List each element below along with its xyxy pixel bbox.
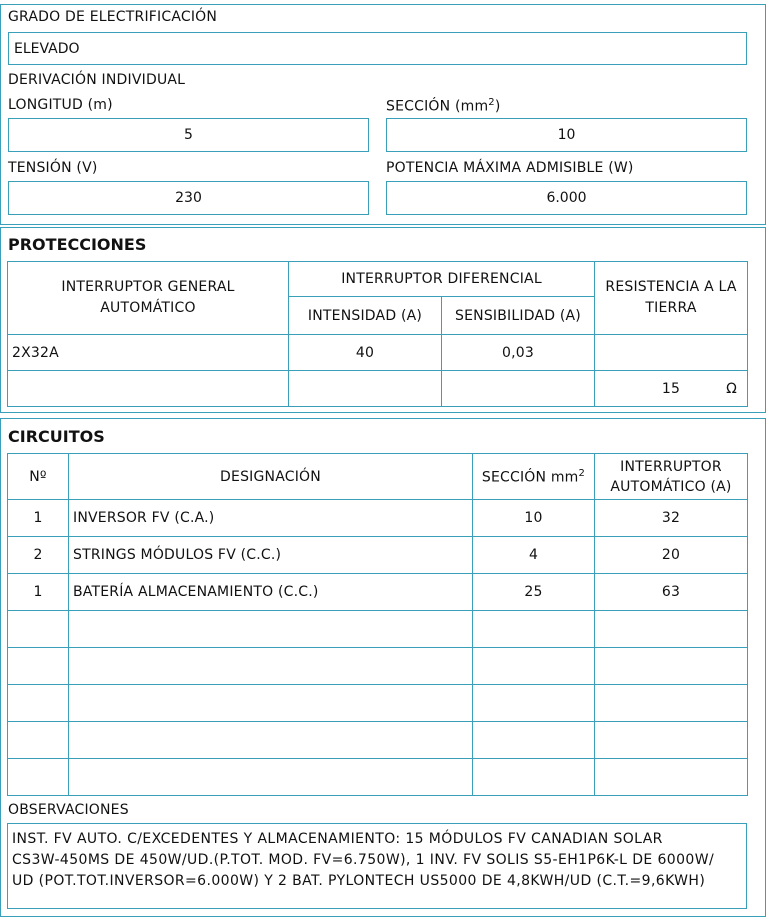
cell-designation[interactable]: BATERÍA ALMACENAMIENTO (C.C.): [69, 574, 473, 611]
observations-field[interactable]: [7, 823, 747, 909]
cell-resistance[interactable]: [595, 335, 748, 371]
cell-breaker[interactable]: [595, 685, 748, 722]
header-number: Nº: [8, 454, 69, 500]
voltage-value: 230: [175, 190, 202, 206]
observations-line: INST. FV AUTO. C/EXCEDENTES Y ALMACENAMIENTO: 15 MÓDULOS FV CANADIAN SOLAR: [12, 831, 663, 847]
cell-breaker[interactable]: 20: [595, 537, 748, 574]
header-section: SECCIÓN $mm^2$: [473, 454, 595, 500]
cell-resistance[interactable]: [595, 371, 748, 407]
protections-title: PROTECCIONES: [8, 235, 147, 254]
header-designation: DESIGNACIÓN: [69, 454, 473, 500]
section-field[interactable]: [386, 118, 747, 152]
cell-number[interactable]: [8, 759, 69, 796]
cell-section[interactable]: 4: [473, 537, 595, 574]
cell-designation[interactable]: [69, 685, 473, 722]
cell-breaker[interactable]: [595, 722, 748, 759]
cell-number[interactable]: 2: [8, 537, 69, 574]
circuits-table: [7, 453, 748, 796]
length-value: 5: [184, 127, 193, 143]
header-intensity: INTENSIDAD (A): [289, 297, 442, 335]
observations-line: UD (POT.TOT.INVERSOR=6.000W) Y 2 BAT. PYLONTECH US5000 DE 4,8KWH/UD (C.T.=9,6KWH): [12, 873, 706, 889]
table-row: [8, 537, 748, 574]
circuits-title: CIRCUITOS: [8, 427, 105, 446]
cell-number[interactable]: 1: [8, 574, 69, 611]
observations-line: CS3W-450MS DE 450W/UD.(P.TOT. MOD. FV=6.750W), 1 INV. FV SOLIS S5-EH1P6K-L DE 6000W/: [12, 852, 715, 868]
power-value: 6.000: [546, 190, 587, 206]
cell-designation[interactable]: [69, 759, 473, 796]
cell-general[interactable]: [8, 371, 289, 407]
table-row-empty: [8, 648, 748, 685]
cell-number[interactable]: [8, 611, 69, 648]
cell-section[interactable]: 10: [473, 500, 595, 537]
voltage-field[interactable]: [8, 181, 369, 215]
cell-designation[interactable]: [69, 611, 473, 648]
ohm-unit: Ω: [726, 380, 738, 397]
table-row: [8, 335, 748, 371]
header-sensitivity: SENSIBILIDAD (A): [442, 297, 595, 335]
cell-breaker[interactable]: 32: [595, 500, 748, 537]
cell-designation[interactable]: INVERSOR FV (C.A.): [69, 500, 473, 537]
cell-breaker[interactable]: 63: [595, 574, 748, 611]
cell-breaker[interactable]: [595, 611, 748, 648]
table-row: [8, 500, 748, 537]
cell-section[interactable]: [473, 611, 595, 648]
table-row-empty: [8, 722, 748, 759]
observations-label: OBSERVACIONES: [8, 802, 129, 818]
cell-section[interactable]: [473, 685, 595, 722]
header-differential: INTERRUPTOR DIFERENCIAL: [289, 262, 595, 297]
cell-designation[interactable]: STRINGS MÓDULOS FV (C.C.): [69, 537, 473, 574]
section-value: 10: [557, 127, 576, 143]
cell-number[interactable]: [8, 722, 69, 759]
cell-intensity[interactable]: [289, 371, 442, 407]
cell-section[interactable]: [473, 722, 595, 759]
cell-number[interactable]: [8, 685, 69, 722]
cell-section[interactable]: 25: [473, 574, 595, 611]
cell-sensitivity[interactable]: [442, 371, 595, 407]
table-row-empty: [8, 685, 748, 722]
power-field[interactable]: [386, 181, 747, 215]
electrification-field[interactable]: [8, 32, 747, 65]
table-row: [8, 574, 748, 611]
table-row-empty: [8, 759, 748, 796]
cell-breaker[interactable]: [595, 648, 748, 685]
header-earth-resistance: RESISTENCIA A LA TIERRA: [595, 262, 748, 335]
table-row-empty: [8, 611, 748, 648]
cell-section[interactable]: [473, 759, 595, 796]
length-field[interactable]: [8, 118, 369, 152]
protections-table: [7, 261, 748, 407]
length-label: LONGITUD (m): [8, 97, 113, 113]
derivation-title: DERIVACIÓN INDIVIDUAL: [8, 72, 186, 88]
cell-section[interactable]: [473, 648, 595, 685]
section-label: SECCIÓN $(mm^2)$: [386, 97, 501, 115]
cell-number[interactable]: [8, 648, 69, 685]
cell-intensity[interactable]: 40: [289, 335, 442, 371]
electrification-value: ELEVADO: [14, 40, 80, 57]
cell-general[interactable]: 2X32A: [8, 335, 289, 371]
cell-designation[interactable]: [69, 722, 473, 759]
cell-designation[interactable]: [69, 648, 473, 685]
header-breaker: INTERRUPTOR AUTOMÁTICO (A): [595, 454, 748, 500]
power-label: POTENCIA MÁXIMA ADMISIBLE (W): [386, 160, 634, 176]
cell-number[interactable]: 1: [8, 500, 69, 537]
electrification-label: GRADO DE ELECTRIFICACIÓN: [8, 9, 218, 25]
cell-breaker[interactable]: [595, 759, 748, 796]
resistance-value: 15: [661, 380, 681, 397]
voltage-label: TENSIÓN (V): [8, 160, 98, 176]
table-row: [8, 371, 748, 407]
header-general-breaker: INTERRUPTOR GENERAL AUTOMÁTICO: [8, 262, 289, 335]
cell-sensitivity[interactable]: 0,03: [442, 335, 595, 371]
